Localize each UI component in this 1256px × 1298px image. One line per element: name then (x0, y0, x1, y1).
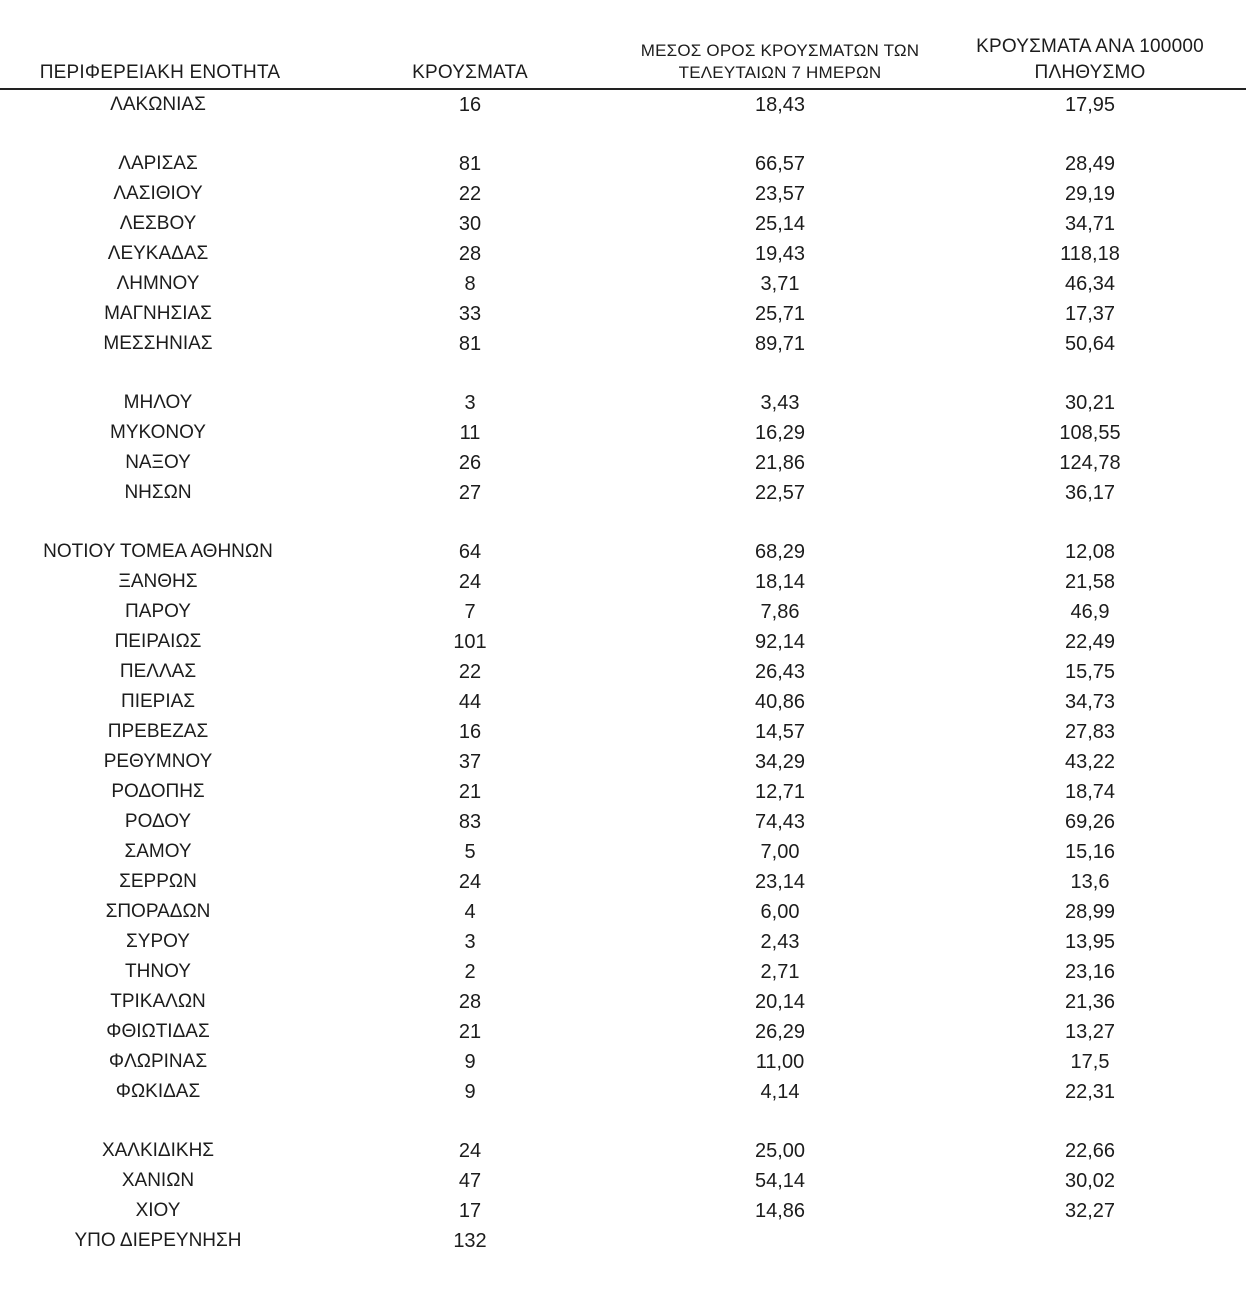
region-name-cell: ΠΙΕΡΙΑΣ (120, 691, 196, 712)
table-row (0, 448, 1256, 478)
header-7day-average (620, 38, 940, 86)
region-name-cell: ΦΩΚΙΔΑΣ (115, 1081, 201, 1102)
table-row (0, 299, 1256, 329)
cases-cell: 3 (464, 392, 476, 414)
table-row (0, 1047, 1256, 1077)
per-100k-cell (940, 1226, 1240, 1256)
region-name-cell: ΣΕΡΡΩΝ (119, 871, 197, 892)
table-row (0, 149, 1256, 179)
cases-cell: 47 (458, 1170, 482, 1192)
average-cell: 40,86 (754, 691, 806, 713)
average-cell: 20,14 (754, 991, 806, 1013)
cases-cell: 28 (458, 243, 482, 265)
per-100k-cell: 46,9 (1070, 601, 1110, 623)
table-row (0, 1166, 1256, 1196)
table-row (0, 418, 1256, 448)
table-row (0, 927, 1256, 957)
header-cases: ΚΡΟΥΣΜΑΤΑ (412, 62, 528, 83)
average-cell: 18,43 (754, 94, 806, 116)
table-row (0, 239, 1256, 269)
average-cell: 26,43 (754, 661, 806, 683)
per-100k-cell: 17,95 (1064, 94, 1116, 116)
table-row (0, 687, 1256, 717)
region-name-cell: ΜΑΓΝΗΣΙΑΣ (104, 303, 212, 324)
per-100k-cell: 108,55 (1059, 422, 1121, 444)
region-name-cell: ΠΑΡΟΥ (125, 601, 191, 622)
average-cell (630, 1226, 930, 1256)
average-cell: 18,14 (754, 571, 806, 593)
cases-cell: 21 (458, 781, 482, 803)
per-100k-cell: 13,27 (1064, 1021, 1116, 1043)
average-cell: 66,57 (754, 153, 806, 175)
average-cell: 14,57 (754, 721, 806, 743)
per-100k-cell: 13,6 (1070, 871, 1110, 893)
per-100k-cell: 22,66 (1064, 1140, 1116, 1162)
per-100k-cell: 30,02 (1064, 1170, 1116, 1192)
table-row (0, 657, 1256, 687)
header-cases-per-100k (940, 34, 1240, 86)
per-100k-cell: 17,5 (1070, 1051, 1110, 1073)
cases-cell: 27 (458, 482, 482, 504)
region-name-cell: ΣΥΡΟΥ (126, 931, 190, 952)
cases-cell: 101 (453, 631, 487, 653)
cases-cell: 83 (458, 811, 482, 833)
region-name-cell: ΥΠΟ ΔΙΕΡΕΥΝΗΣΗ (74, 1230, 242, 1251)
table-row (0, 209, 1256, 239)
table-row (0, 537, 1256, 567)
table-row (0, 329, 1256, 359)
cases-cell: 22 (458, 661, 482, 683)
average-cell: 25,71 (754, 303, 806, 325)
per-100k-cell: 22,31 (1064, 1081, 1116, 1103)
per-100k-cell: 118,18 (1060, 243, 1120, 265)
table-row (0, 269, 1256, 299)
table-row (0, 987, 1256, 1017)
region-name-cell: ΤΗΝΟΥ (125, 961, 191, 982)
region-name-cell: ΤΡΙΚΑΛΩΝ (110, 991, 206, 1012)
cases-cell: 21 (458, 1021, 482, 1043)
average-cell: 89,71 (754, 333, 806, 355)
region-name-cell: ΠΡΕΒΕΖΑΣ (107, 721, 209, 742)
header-cases-per-100k-line1: ΚΡΟΥΣΜΑΤΑ ΑΝΑ 100000 (976, 36, 1204, 57)
average-cell: 6,00 (760, 901, 800, 923)
per-100k-cell: 30,21 (1064, 392, 1116, 414)
average-cell: 25,00 (754, 1140, 806, 1162)
region-name-cell: ΧΙΟΥ (135, 1200, 181, 1221)
table-row (0, 1136, 1256, 1166)
table-row (0, 597, 1256, 627)
region-name-cell: ΠΕΛΛΑΣ (119, 661, 197, 682)
average-cell: 11,00 (755, 1051, 805, 1073)
table-row (0, 567, 1256, 597)
per-100k-cell: 28,99 (1064, 901, 1116, 923)
per-100k-cell: 23,16 (1064, 961, 1116, 983)
per-100k-cell: 34,71 (1064, 213, 1116, 235)
region-name-cell: ΛΕΥΚΑΔΑΣ (107, 243, 209, 264)
cases-cell: 2 (464, 961, 476, 983)
per-100k-cell: 18,74 (1064, 781, 1116, 803)
table-row (0, 867, 1256, 897)
region-name-cell: ΛΗΜΝΟΥ (116, 273, 200, 294)
region-name-cell: ΞΑΝΘΗΣ (118, 571, 198, 592)
per-100k-cell: 17,37 (1064, 303, 1116, 325)
table-row (0, 837, 1256, 867)
average-cell: 22,57 (754, 482, 806, 504)
header-7day-average-line1: ΜΕΣΟΣ ΟΡΟΣ ΚΡΟΥΣΜΑΤΩΝ ΤΩΝ (640, 41, 920, 60)
per-100k-cell: 34,73 (1064, 691, 1116, 713)
region-name-cell: ΛΕΣΒΟΥ (119, 213, 197, 234)
region-name-cell: ΦΛΩΡΙΝΑΣ (108, 1051, 208, 1072)
average-cell: 23,14 (754, 871, 806, 893)
average-cell: 2,71 (760, 961, 800, 983)
table-row (0, 1017, 1256, 1047)
region-name-cell: ΜΥΚΟΝΟΥ (110, 422, 206, 443)
cases-cell: 5 (464, 841, 476, 863)
cases-cell: 28 (458, 991, 482, 1013)
region-name-cell: ΦΘΙΩΤΙΔΑΣ (106, 1021, 210, 1042)
per-100k-cell: 28,49 (1064, 153, 1116, 175)
table-row (0, 627, 1256, 657)
average-cell: 7,00 (760, 841, 800, 863)
cases-cell: 64 (458, 541, 482, 563)
average-cell: 3,43 (760, 392, 800, 414)
cases-cell: 81 (458, 333, 482, 355)
average-cell: 4,14 (760, 1081, 800, 1103)
header-7day-average-line2: ΤΕΛΕΥΤΑΙΩΝ 7 ΗΜΕΡΩΝ (678, 63, 882, 82)
cases-cell: 33 (458, 303, 482, 325)
per-100k-cell: 50,64 (1064, 333, 1116, 355)
average-cell: 34,29 (754, 751, 806, 773)
table-header (0, 0, 1256, 90)
table-row (0, 179, 1256, 209)
table-row (0, 1196, 1256, 1226)
region-name-cell: ΜΕΣΣΗΝΙΑΣ (103, 333, 213, 354)
average-cell: 26,29 (754, 1021, 806, 1043)
region-name-cell: ΝΗΣΩΝ (124, 482, 192, 503)
average-cell: 74,43 (754, 811, 806, 833)
average-cell: 19,43 (754, 243, 806, 265)
average-cell: 92,14 (754, 631, 806, 653)
average-cell: 25,14 (754, 213, 806, 235)
header-region-unit: ΠΕΡΙΦΕΡΕΙΑΚΗ ΕΝΟΤΗΤΑ (39, 62, 281, 83)
table-row (0, 1226, 1256, 1256)
cases-cell: 24 (458, 871, 482, 893)
region-name-cell: ΣΠΟΡΑΔΩΝ (105, 901, 211, 922)
table-row (0, 897, 1256, 927)
average-cell: 14,86 (754, 1200, 806, 1222)
cases-cell: 22 (458, 183, 482, 205)
region-name-cell: ΡΕΘΥΜΝΟΥ (103, 751, 213, 772)
per-100k-cell: 29,19 (1064, 183, 1116, 205)
cases-cell: 3 (464, 931, 476, 953)
region-name-cell: ΛΑΚΩΝΙΑΣ (110, 94, 206, 115)
table-body (0, 90, 1256, 1256)
average-cell: 16,29 (754, 422, 806, 444)
per-100k-cell: 22,49 (1064, 631, 1116, 653)
region-name-cell: ΧΑΛΚΙΔΙΚΗΣ (101, 1140, 215, 1161)
cases-cell: 16 (458, 94, 482, 116)
cases-cell: 24 (458, 571, 482, 593)
cases-cell: 37 (458, 751, 482, 773)
cases-cell: 11 (459, 422, 481, 444)
cases-cell: 26 (458, 452, 482, 474)
per-100k-cell: 32,27 (1064, 1200, 1116, 1222)
cases-cell: 132 (453, 1230, 487, 1252)
cases-cell: 24 (458, 1140, 482, 1162)
cases-cell: 17 (458, 1200, 482, 1222)
table-row (0, 957, 1256, 987)
table-row (0, 90, 1256, 120)
region-name-cell: ΣΑΜΟΥ (124, 841, 192, 862)
cases-cell: 16 (458, 721, 482, 743)
average-cell: 68,29 (754, 541, 806, 563)
per-100k-cell: 69,26 (1064, 811, 1116, 833)
table-row (0, 388, 1256, 418)
cases-cell: 44 (458, 691, 482, 713)
average-cell: 7,86 (760, 601, 800, 623)
table-row (0, 717, 1256, 747)
average-cell: 21,86 (754, 452, 806, 474)
per-100k-cell: 43,22 (1064, 751, 1116, 773)
table-row (0, 807, 1256, 837)
table-row (0, 777, 1256, 807)
per-100k-cell: 15,75 (1064, 661, 1116, 683)
cases-cell: 30 (458, 213, 482, 235)
cases-cell: 7 (464, 601, 476, 623)
average-cell: 54,14 (754, 1170, 806, 1192)
cases-cell: 81 (458, 153, 482, 175)
region-name-cell: ΛΑΡΙΣΑΣ (118, 153, 198, 174)
table-row (0, 478, 1256, 508)
average-cell: 3,71 (760, 273, 800, 295)
table-row (0, 747, 1256, 777)
per-100k-cell: 13,95 (1064, 931, 1116, 953)
region-name-cell: ΧΑΝΙΩΝ (121, 1170, 195, 1191)
average-cell: 12,71 (754, 781, 806, 803)
table-row (0, 1077, 1256, 1107)
per-100k-cell: 21,36 (1064, 991, 1116, 1013)
per-100k-cell: 36,17 (1064, 482, 1116, 504)
per-100k-cell: 124,78 (1059, 452, 1121, 474)
header-cases-per-100k-line2: ΠΛΗΘΥΣΜΟ (1034, 62, 1146, 83)
per-100k-cell: 12,08 (1064, 541, 1116, 563)
per-100k-cell: 27,83 (1064, 721, 1116, 743)
region-name-cell: ΡΟΔΟΥ (124, 811, 192, 832)
average-cell: 2,43 (760, 931, 800, 953)
per-100k-cell: 15,16 (1064, 841, 1116, 863)
region-name-cell: ΛΑΣΙΘΙΟΥ (113, 183, 203, 204)
region-name-cell: ΜΗΛΟΥ (123, 392, 193, 413)
cases-cell: 4 (464, 901, 476, 923)
cases-cell: 8 (464, 273, 476, 295)
average-cell: 23,57 (754, 183, 806, 205)
region-name-cell: ΝΑΞΟΥ (125, 452, 191, 473)
per-100k-cell: 46,34 (1064, 273, 1116, 295)
cases-cell: 9 (464, 1081, 476, 1103)
region-name-cell: ΝΟΤΙΟΥ ΤΟΜΕΑ ΑΘΗΝΩΝ (43, 541, 273, 562)
region-name-cell: ΠΕΙΡΑΙΩΣ (114, 631, 202, 652)
cases-cell: 9 (464, 1051, 476, 1073)
region-name-cell: ΡΟΔΟΠΗΣ (111, 781, 205, 802)
per-100k-cell: 21,58 (1064, 571, 1116, 593)
